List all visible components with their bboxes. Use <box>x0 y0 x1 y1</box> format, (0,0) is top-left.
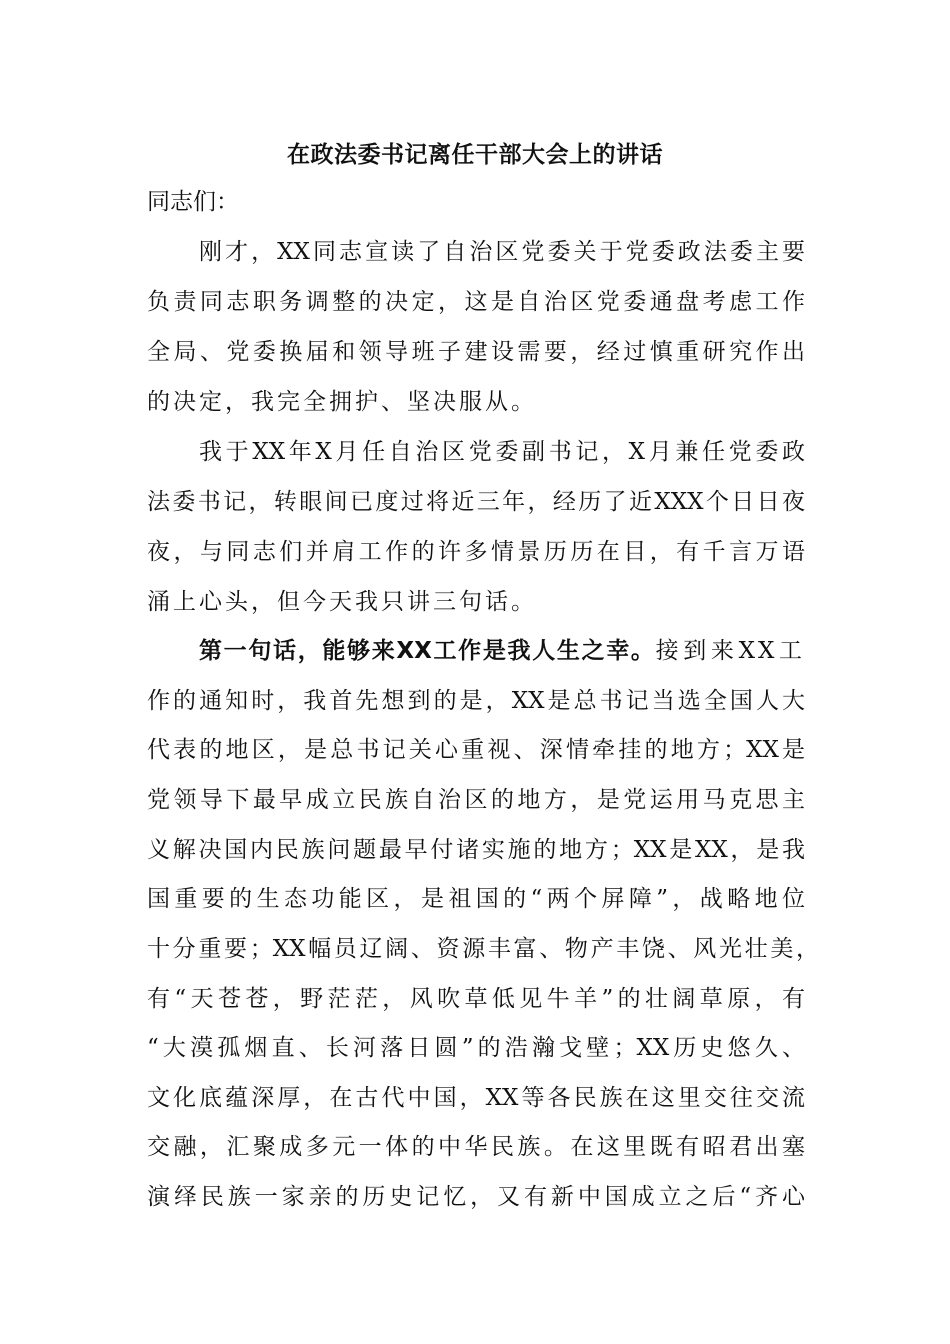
text-line: 的决定，我完全拥护、坚决服从。 <box>147 389 537 415</box>
salutation: 同志们： <box>147 189 239 215</box>
text-line: 负责同志职务调整的决定，这是自治区党委通盘考虑工作 <box>147 289 805 315</box>
text-line: 义解决国内民族问题最早付诸实施的地方；XX是XX，是我 <box>147 837 805 863</box>
text-line: 夜，与同志们并肩工作的许多情景历历在目，有千言万语 <box>147 539 805 565</box>
text-line: 国重要的生态功能区，是祖国的“两个屏障”，战略地位 <box>147 886 805 912</box>
text-line <box>199 636 805 666</box>
text-line: 十分重要；XX幅员辽阔、资源丰富、物产丰饶、风光壮美， <box>147 936 819 962</box>
text-line: 文化底蕴深厚，在古代中国，XX等各民族在这里交往交流 <box>147 1085 805 1111</box>
text-line: 交融，汇聚成多元一体的中华民族。在这里既有昭君出塞 <box>147 1134 805 1160</box>
text-line: 演绎民族一家亲的历史记忆，又有新中国成立之后“齐心 <box>147 1184 805 1210</box>
text-line: 涌上心头，但今天我只讲三句话。 <box>147 589 537 615</box>
text-line: “大漠孤烟直、长河落日圆”的浩瀚戈壁；XX历史悠久、 <box>147 1035 805 1061</box>
text-run: 接到来XX工 <box>655 638 805 664</box>
text-line: 全局、党委换届和领导班子建设需要，经过慎重研究作出 <box>147 339 805 365</box>
text-line: 党领导下最早成立民族自治区的地方，是党运用马克思主 <box>147 787 805 813</box>
text-line: 我于XX年X月任自治区党委副书记，X月兼任党委政 <box>199 439 805 465</box>
text-line: 刚才，XX同志宣读了自治区党委关于党委政法委主要 <box>199 239 805 265</box>
text-line: 法委书记，转眼间已度过将近三年，经历了近XXX个日日夜 <box>147 489 805 515</box>
text-line: 有“天苍苍，野茫茫，风吹草低见牛羊”的壮阔草原，有 <box>147 986 805 1012</box>
section-heading: 第一句话，能够来XX工作是我人生之幸。 <box>199 638 656 664</box>
text-line: 代表的地区，是总书记关心重视、深情牵挂的地方；XX是 <box>147 737 805 763</box>
text-line: 作的通知时，我首先想到的是，XX是总书记当选全国人大 <box>147 688 805 714</box>
document-title: 在政法委书记离任干部大会上的讲话 <box>287 142 663 168</box>
